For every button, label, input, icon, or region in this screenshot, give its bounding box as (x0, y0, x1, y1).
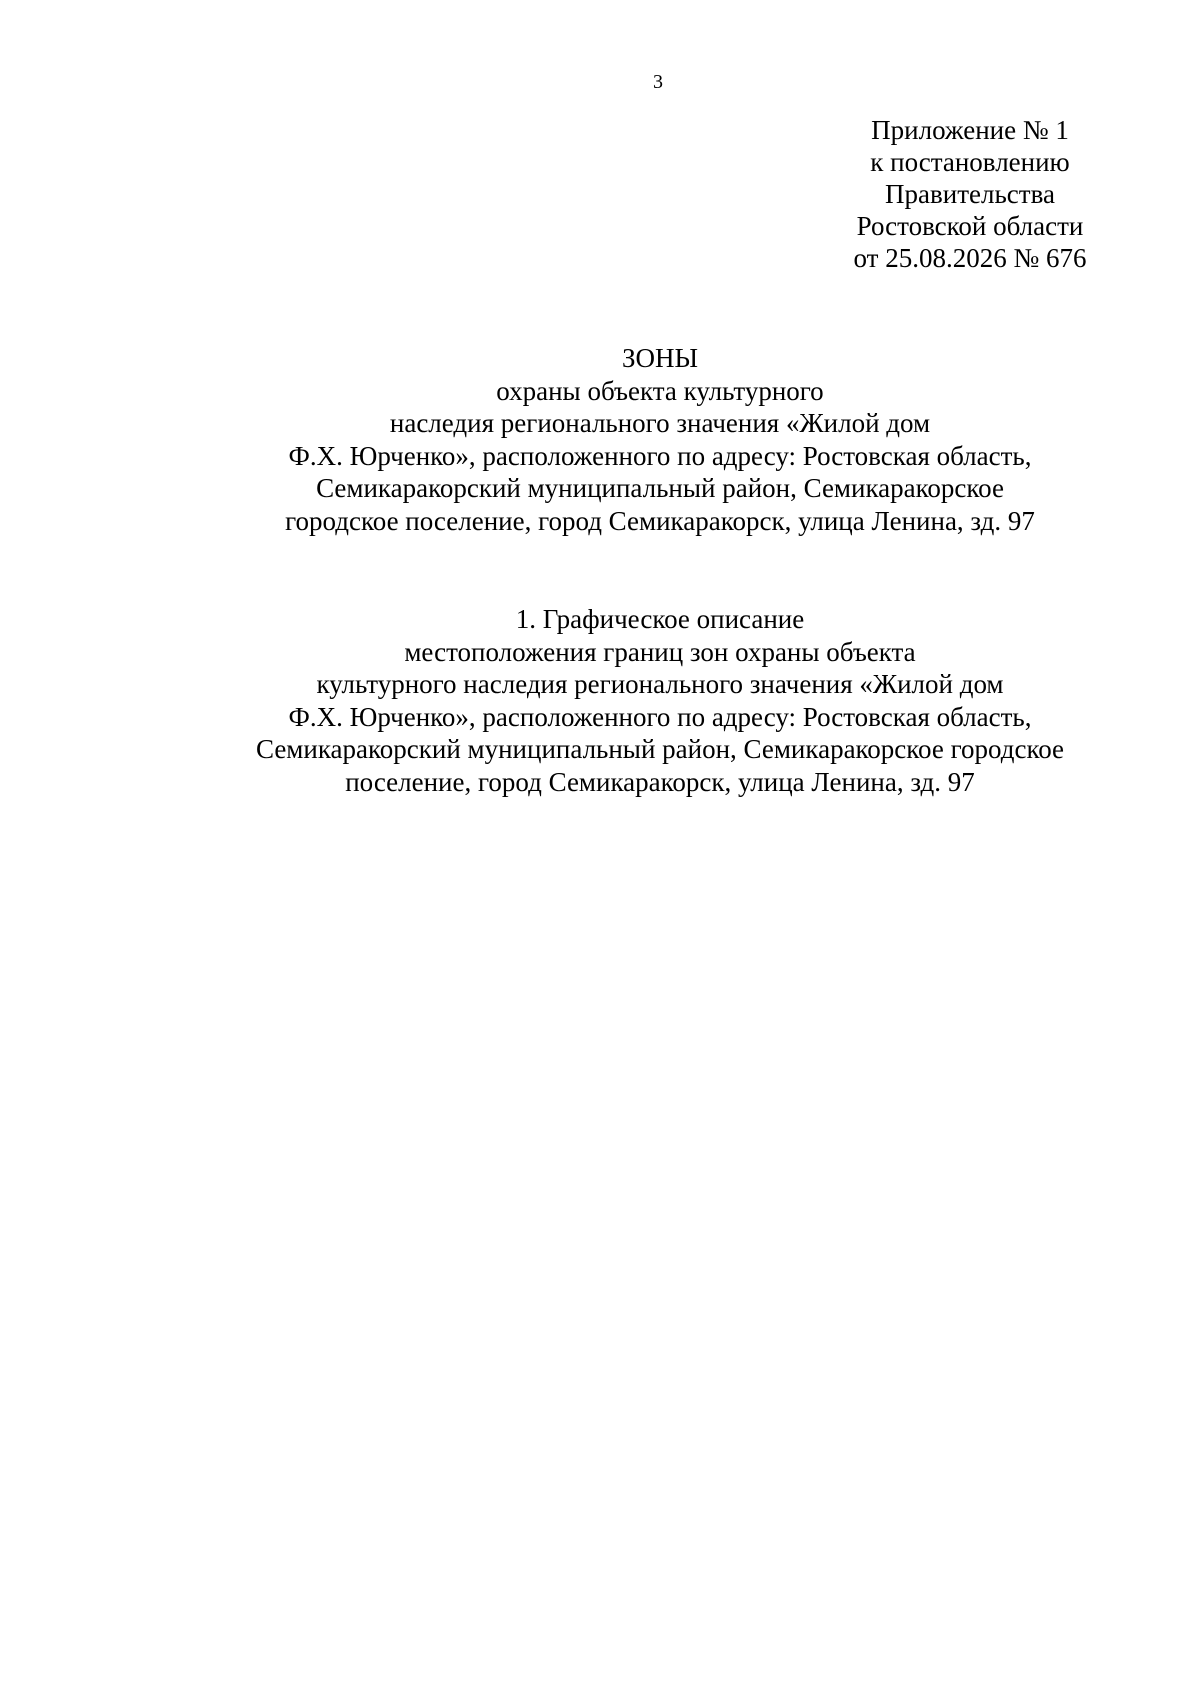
title-line: охраны объекта культурного (496, 375, 824, 406)
title-line: городское поселение, город Семикаракорск, улица Ленина, зд. 97 (285, 505, 1035, 536)
section-line: поселение, город Семикаракорск, улица Ленина, зд. 97 (345, 766, 975, 797)
section-heading (160, 603, 1160, 798)
section-line: Ф.Х. Юрченко», расположенного по адресу: Ростовская область, (288, 701, 1032, 732)
title-line: Семикаракорский муниципальный район, Семикаракорское (316, 473, 1004, 503)
section-line: Семикаракорский муниципальный район, Семикаракорское городское (255, 734, 1065, 764)
annex-line: Правительства (885, 179, 1055, 209)
annex-line: от 25.08.2026 № 676 (853, 243, 1087, 273)
page-number: 3 (653, 71, 663, 93)
annex-line: к постановлению (870, 147, 1070, 177)
title-line: наследия регионального значения «Жилой дом (389, 408, 931, 438)
section-line: местоположения границ зон охраны объекта (404, 636, 916, 667)
title-heading: ЗОНЫ (621, 343, 699, 373)
section-line: 1. Графическое описание (515, 604, 805, 634)
annex-line: Приложение № 1 (871, 115, 1069, 145)
document-title (160, 342, 1160, 537)
title-line: Ф.Х. Юрченко», расположенного по адресу: Ростовская область, (288, 440, 1032, 471)
annex-line: Ростовской области (856, 211, 1084, 241)
annex-header (820, 114, 1120, 274)
section-line: культурного наследия регионального значения «Жилой дом (316, 669, 1004, 699)
